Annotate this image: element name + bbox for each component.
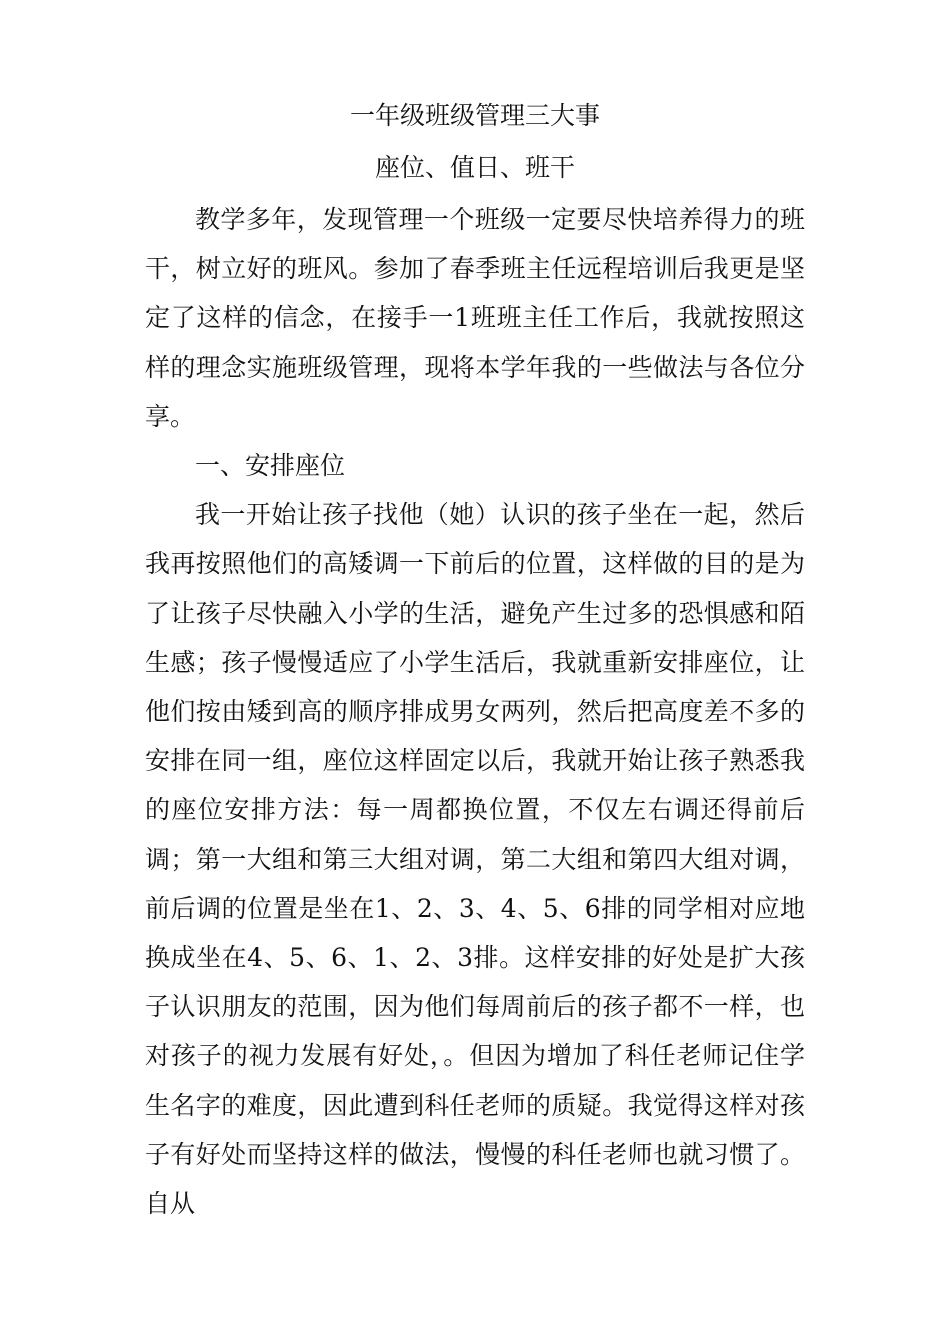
- document-subtitle: 座位、值日、班干: [374, 153, 575, 182]
- section-heading-seating: 一、安排座位: [195, 451, 346, 481]
- intro-paragraph: 教学多年，发现管理一个班级一定要尽快培养得力的班干，树立好的班风。参加了春季班主任远程培训后我更是坚定了这样的信念，在接手一1班班主任工作后，我就按照这样的理念实施班级管理，现将本学年我的一些做法与各位分享。: [145, 205, 805, 431]
- document-title: 一年级班级管理三大事: [349, 101, 600, 130]
- section-body-seating: 我一开始让孩子找他（她）认识的孩子坐在一起，然后我再按照他们的高矮调一下前后的位置，这样做的目的是为了让孩子尽快融入小学的生活，避免产生过多的恐惧感和陌生感；孩子慢慢适应了小学生活后，我就重新安排座位，让他们按由矮到高的顺序排成男女两列，然后把高度差不多的安排在同一组，座位这样固定以后，我就开始让孩子熟悉我的座位安排方法：每一周都换位置，不仅左右调还得前后调；第一大组和第三大组对调，第二大组和第四大组对调，前后调的位置是坐在1、2、3、4、5、6排的同学相对应地换成坐在4、5、6、1、2、3排。这样安排的好处是扩大孩子认识朋友的范围，因为他们每周前后的孩子都不一样，也对孩子的视力发展有好处，。但因为增加了科任老师记住学生名字的难度，因此遭到科任老师的质疑。我觉得这样对孩子有好处而坚持这样的做法，慢慢的科任老师也就习惯了。自从: [145, 500, 805, 1219]
- document-body: [145, 195, 805, 1228]
